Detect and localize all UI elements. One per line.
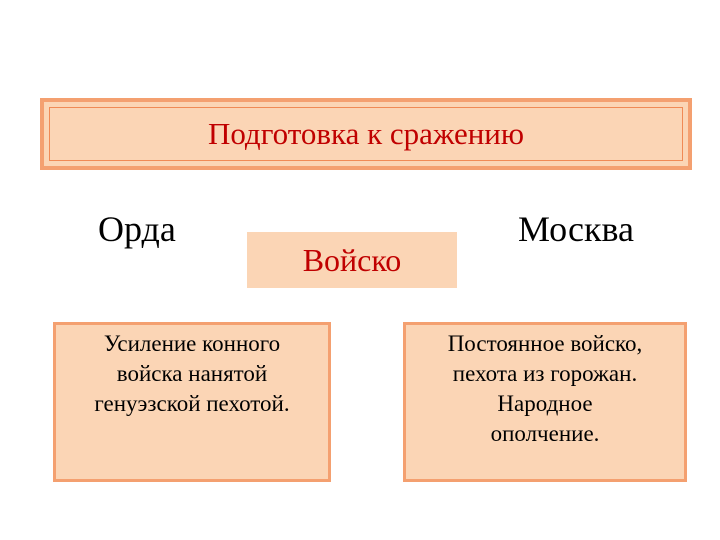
moscow-description-line: Постоянное войско, bbox=[447, 331, 643, 356]
horde-description bbox=[94, 325, 289, 419]
army-box bbox=[247, 232, 457, 288]
horde-label: Орда bbox=[98, 209, 176, 249]
army-label: Войско bbox=[302, 241, 402, 278]
horde-description-box bbox=[53, 322, 331, 482]
moscow-label: Москва bbox=[518, 209, 634, 249]
horde-description-line: Усиление конного bbox=[103, 331, 281, 356]
moscow-description-line: Народное bbox=[497, 391, 593, 416]
title-box bbox=[40, 98, 692, 170]
diagram-title: Подготовка к сражению bbox=[207, 116, 525, 151]
moscow-description-line: пехота из горожан. bbox=[452, 361, 638, 386]
moscow-description-box bbox=[403, 322, 687, 482]
horde-description-line: войска нанятой bbox=[116, 361, 268, 386]
moscow-description bbox=[448, 325, 643, 449]
moscow-description-line: ополчение. bbox=[490, 421, 600, 446]
horde-description-line: генуэзской пехотой. bbox=[94, 391, 290, 416]
